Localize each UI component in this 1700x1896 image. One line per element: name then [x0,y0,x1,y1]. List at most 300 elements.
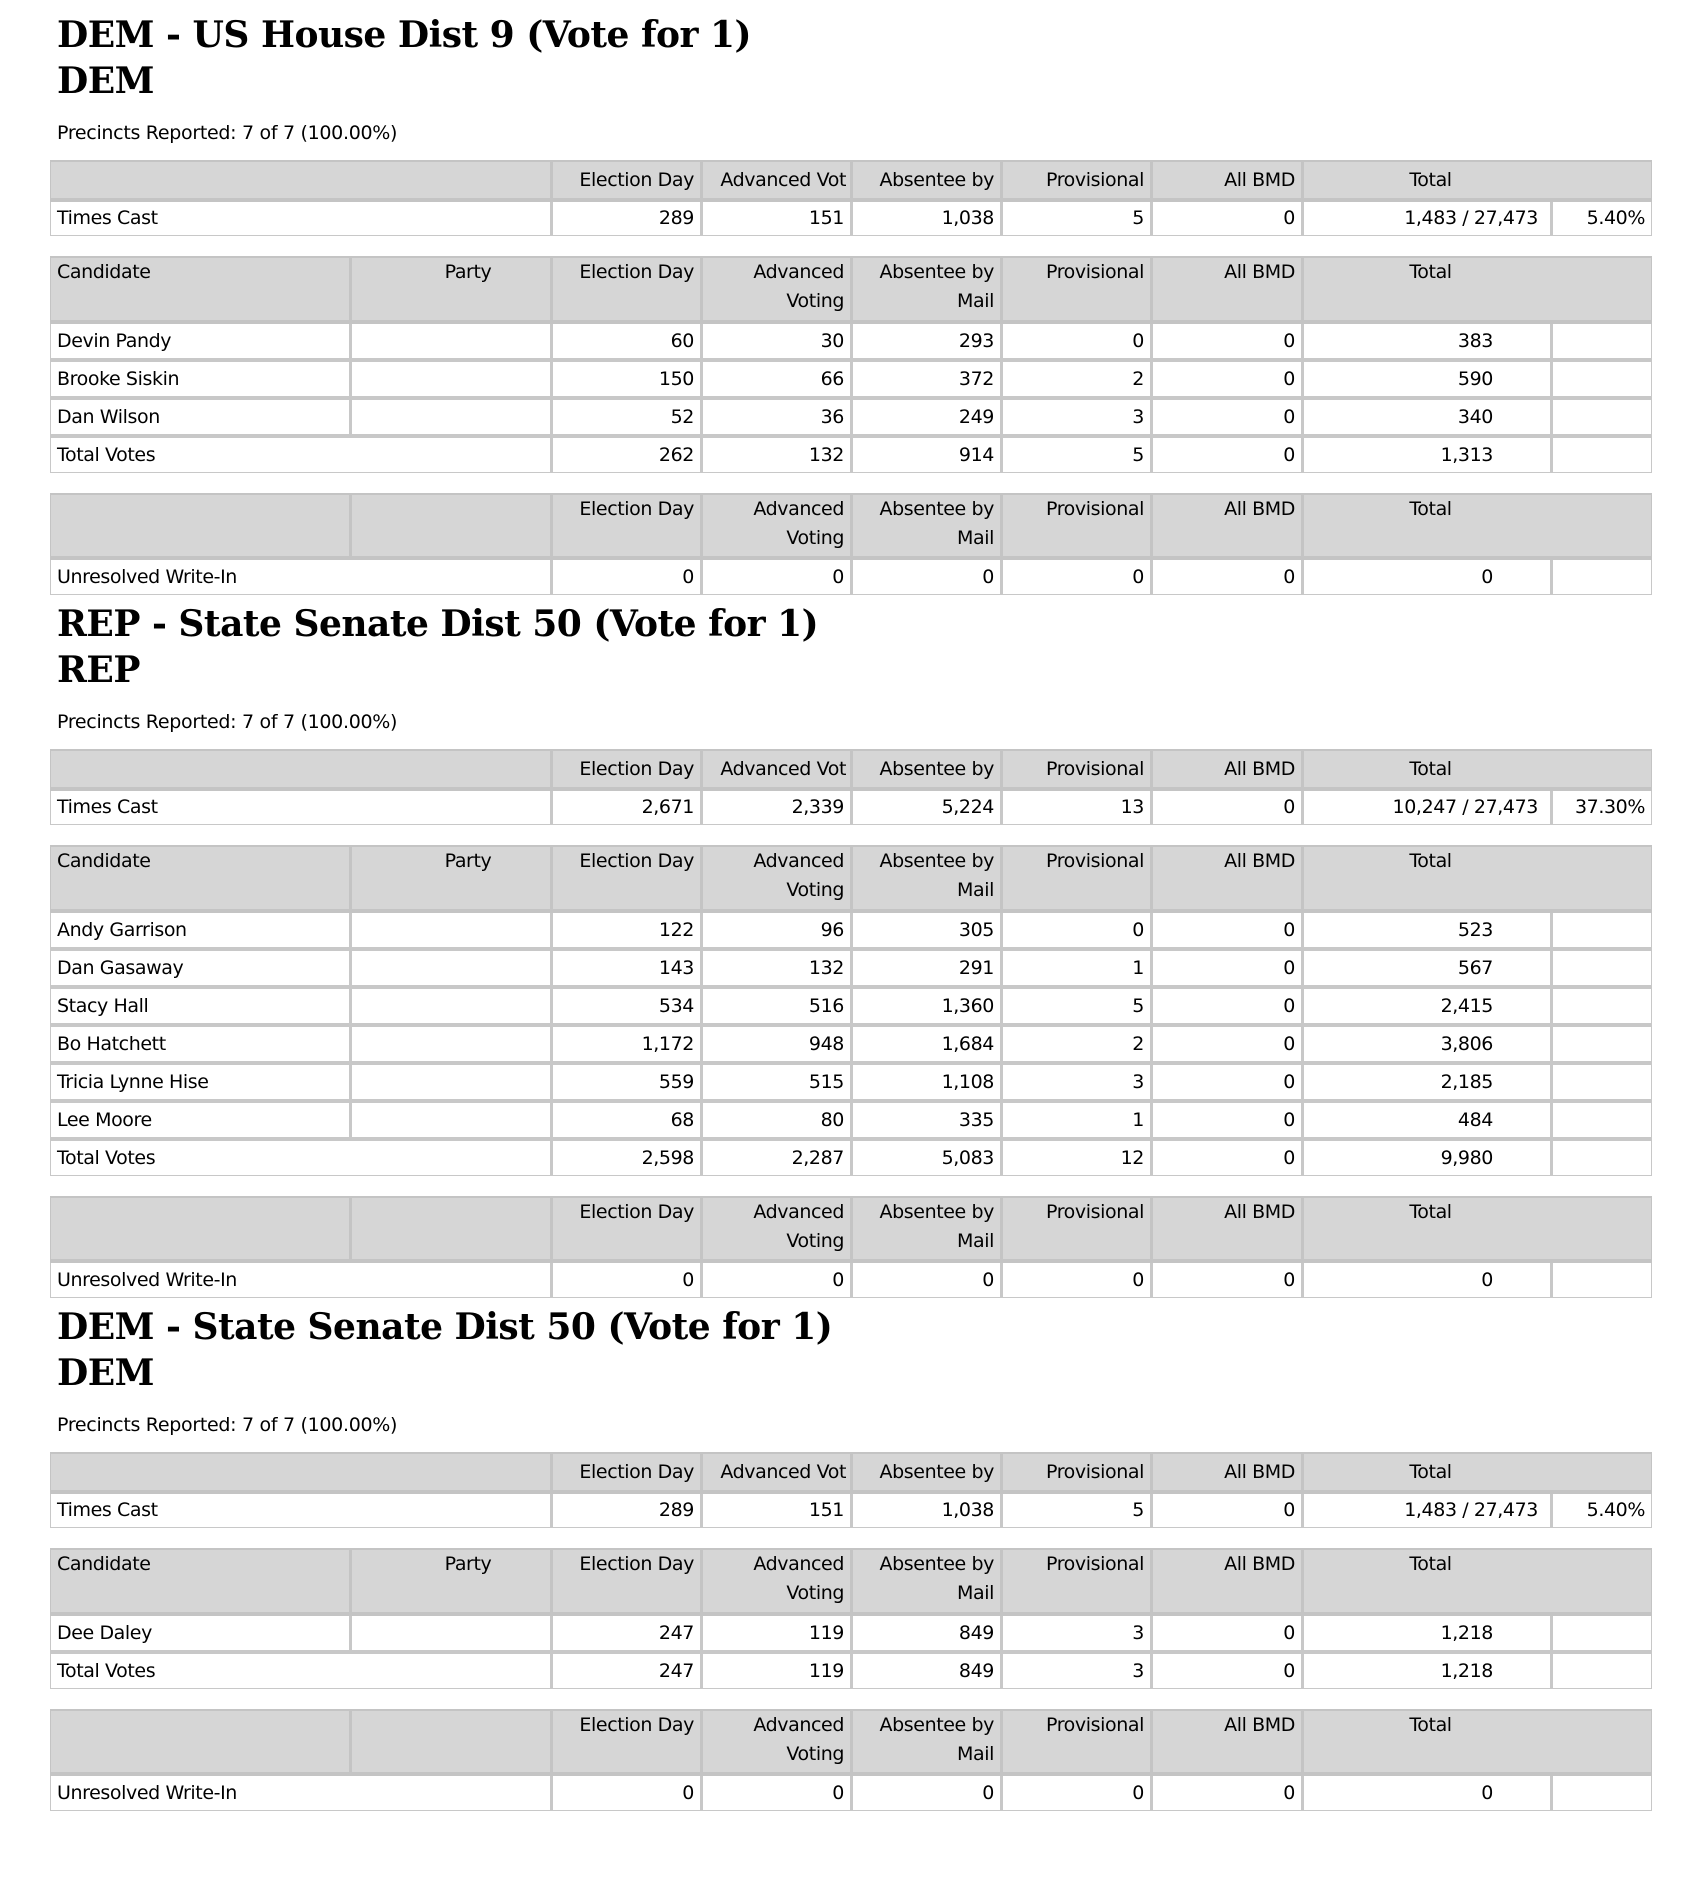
writein-header-blank [51,494,351,558]
candidate-row [51,360,1652,398]
col-header-party: Party [351,846,552,911]
writein-pct-blank [1552,1774,1652,1811]
candidate-election-day: 247 [552,1614,702,1652]
race-section [50,601,1651,1298]
candidate-absentee: 249 [852,398,1002,436]
col-header-total: Total [1303,846,1652,911]
candidate-pct-blank [1552,1614,1652,1652]
col-header-absentee: Absentee by [852,1453,1002,1492]
writein-row [51,1774,1652,1811]
candidate-advanced-voting: 132 [702,949,852,987]
candidates-table [50,256,1652,473]
writein-total: 0 [1303,558,1552,595]
col-header-election-day: Election Day [552,1710,702,1774]
times-cast-label: Times Cast [51,1492,552,1528]
candidates-header-row [51,1549,1652,1614]
total-votes-election-day: 2,598 [552,1139,702,1176]
times-cast-table [50,1452,1652,1528]
total-votes-election-day: 247 [552,1652,702,1689]
col-header-all-bmd: All BMD [1152,1453,1303,1492]
writein-advanced-voting: 0 [702,1774,852,1811]
candidate-provisional: 5 [1002,987,1152,1025]
candidate-total: 523 [1303,911,1552,949]
times-cast-all-bmd: 0 [1152,1492,1303,1528]
candidate-provisional: 2 [1002,1025,1152,1063]
candidate-all-bmd: 0 [1152,1025,1303,1063]
candidate-name: Brooke Siskin [51,360,351,398]
col-header-all-bmd: All BMD [1152,161,1303,200]
times-cast-total: 1,483 / 27,473 [1303,1492,1552,1528]
col-header-absentee-line1: Absentee by [879,1553,994,1575]
candidate-pct-blank [1552,1063,1652,1101]
race-title [50,12,1651,104]
precincts-reported: Precincts Reported: 7 of 7 (100.00%) [57,122,398,144]
total-votes-row [51,1652,1652,1689]
candidate-total: 3,806 [1303,1025,1552,1063]
col-header-advanced-line2: Voting [786,879,844,901]
candidate-party [351,1101,552,1139]
candidate-all-bmd: 0 [1152,398,1303,436]
times-cast-header-row [51,1453,1652,1492]
col-header-party: Party [351,257,552,322]
race-section [50,1304,1651,1811]
total-votes-election-day: 262 [552,436,702,473]
candidate-pct-blank [1552,987,1652,1025]
col-header-all-bmd: All BMD [1152,1197,1303,1261]
total-votes-advanced-voting: 2,287 [702,1139,852,1176]
candidate-party [351,322,552,360]
col-header-provisional: Provisional [1002,161,1152,200]
col-header-advanced-voting: Advanced Vot [702,750,852,789]
candidate-total: 590 [1303,360,1552,398]
times-cast-row [51,789,1652,825]
candidate-provisional: 0 [1002,911,1152,949]
col-header-advanced-voting [702,1549,852,1614]
times-cast-advanced-voting: 151 [702,200,852,236]
writein-total: 0 [1303,1774,1552,1811]
col-header-total: Total [1303,750,1652,789]
col-header-advanced-line2: Voting [786,1743,844,1765]
total-votes-total: 1,313 [1303,436,1552,473]
times-cast-election-day: 289 [552,1492,702,1528]
candidate-pct-blank [1552,949,1652,987]
times-cast-label: Times Cast [51,789,552,825]
col-header-total: Total [1303,161,1652,200]
col-header-election-day: Election Day [552,846,702,911]
writein-header-blank [51,1710,351,1774]
total-votes-row [51,436,1652,473]
candidate-advanced-voting: 515 [702,1063,852,1101]
candidate-party [351,911,552,949]
col-header-election-day: Election Day [552,1197,702,1261]
col-header-all-bmd: All BMD [1152,494,1303,558]
col-header-absentee [852,1710,1002,1774]
col-header-absentee [852,494,1002,558]
candidate-name: Andy Garrison [51,911,351,949]
candidate-absentee: 1,684 [852,1025,1002,1063]
times-cast-all-bmd: 0 [1152,789,1303,825]
candidate-name: Dee Daley [51,1614,351,1652]
candidate-name: Tricia Lynne Hise [51,1063,351,1101]
candidate-all-bmd: 0 [1152,949,1303,987]
total-votes-total: 1,218 [1303,1652,1552,1689]
writein-all-bmd: 0 [1152,1774,1303,1811]
writein-header-row [51,494,1652,558]
total-votes-total: 9,980 [1303,1139,1552,1176]
col-header-absentee: Absentee by [852,750,1002,789]
writein-provisional: 0 [1002,1774,1152,1811]
candidate-pct-blank [1552,911,1652,949]
total-votes-label: Total Votes [51,1139,552,1176]
writein-total: 0 [1303,1261,1552,1298]
candidate-total: 383 [1303,322,1552,360]
col-header-advanced-line2: Voting [786,1582,844,1604]
writein-header-row [51,1710,1652,1774]
col-header-advanced-line2: Voting [786,1230,844,1252]
writein-provisional: 0 [1002,1261,1152,1298]
total-votes-label: Total Votes [51,1652,552,1689]
col-header-provisional: Provisional [1002,750,1152,789]
col-header-absentee [852,257,1002,322]
times-cast-election-day: 289 [552,200,702,236]
total-votes-provisional: 3 [1002,1652,1152,1689]
writein-row [51,1261,1652,1298]
candidate-absentee: 1,360 [852,987,1002,1025]
candidate-party [351,1025,552,1063]
candidate-row [51,949,1652,987]
results-page [50,0,1651,1811]
writein-header-row [51,1197,1652,1261]
race-title-party: DEM [57,60,155,102]
times-cast-header-blank [51,161,552,200]
race-title-party: DEM [57,1352,155,1394]
col-header-election-day: Election Day [552,1549,702,1614]
candidate-all-bmd: 0 [1152,322,1303,360]
col-header-advanced-voting: Advanced Vot [702,1453,852,1492]
writein-row [51,558,1652,595]
candidate-advanced-voting: 96 [702,911,852,949]
col-header-all-bmd: All BMD [1152,1549,1303,1614]
candidate-all-bmd: 0 [1152,911,1303,949]
candidate-absentee: 335 [852,1101,1002,1139]
times-cast-turnout: 37.30% [1552,789,1652,825]
col-header-provisional: Provisional [1002,1197,1152,1261]
candidate-name: Stacy Hall [51,987,351,1025]
times-cast-table [50,749,1652,825]
candidate-row [51,1614,1652,1652]
col-header-provisional: Provisional [1002,1710,1152,1774]
times-cast-header-row [51,750,1652,789]
candidate-party [351,949,552,987]
writein-provisional: 0 [1002,558,1152,595]
race-title-contest: REP - State Senate Dist 50 (Vote for 1) [57,603,819,645]
candidate-rows [51,322,1652,473]
candidate-advanced-voting: 119 [702,1614,852,1652]
candidate-rows [51,1614,1652,1689]
col-header-candidate: Candidate [51,1549,351,1614]
total-votes-provisional: 12 [1002,1139,1152,1176]
col-header-candidate: Candidate [51,257,351,322]
writein-header-blank [351,494,552,558]
candidate-election-day: 122 [552,911,702,949]
race-title-contest: DEM - US House Dist 9 (Vote for 1) [57,14,752,56]
col-header-absentee [852,1549,1002,1614]
col-header-advanced-voting [702,1197,852,1261]
candidates-table [50,845,1652,1176]
total-votes-provisional: 5 [1002,436,1152,473]
times-cast-election-day: 2,671 [552,789,702,825]
candidate-provisional: 3 [1002,1614,1152,1652]
candidate-provisional: 0 [1002,322,1152,360]
writein-header-blank [51,1197,351,1261]
candidate-pct-blank [1552,1025,1652,1063]
col-header-absentee: Absentee by [852,161,1002,200]
candidate-row [51,1063,1652,1101]
candidate-row [51,1101,1652,1139]
col-header-advanced-line1: Advanced [753,498,844,520]
times-cast-advanced-voting: 151 [702,1492,852,1528]
times-cast-label: Times Cast [51,200,552,236]
candidate-all-bmd: 0 [1152,1101,1303,1139]
col-header-total: Total [1303,257,1652,322]
race-title-contest: DEM - State Senate Dist 50 (Vote for 1) [57,1306,833,1348]
col-header-absentee [852,1197,1002,1261]
candidate-total: 2,185 [1303,1063,1552,1101]
candidate-absentee: 291 [852,949,1002,987]
total-votes-absentee: 5,083 [852,1139,1002,1176]
col-header-total: Total [1303,1710,1652,1774]
candidate-advanced-voting: 516 [702,987,852,1025]
precincts-reported: Precincts Reported: 7 of 7 (100.00%) [57,711,398,733]
col-header-provisional: Provisional [1002,257,1152,322]
col-header-total: Total [1303,494,1652,558]
col-header-advanced-line2: Voting [786,290,844,312]
col-header-advanced-line1: Advanced [753,1714,844,1736]
candidate-total: 1,218 [1303,1614,1552,1652]
candidate-row [51,1025,1652,1063]
candidate-absentee: 849 [852,1614,1002,1652]
candidate-provisional: 3 [1002,398,1152,436]
candidate-absentee: 372 [852,360,1002,398]
col-header-provisional: Provisional [1002,1453,1152,1492]
writein-table [50,493,1652,595]
col-header-all-bmd: All BMD [1152,750,1303,789]
candidate-total: 567 [1303,949,1552,987]
candidate-provisional: 2 [1002,360,1152,398]
times-cast-total: 10,247 / 27,473 [1303,789,1552,825]
col-header-absentee-line2: Mail [957,527,994,549]
candidate-election-day: 68 [552,1101,702,1139]
times-cast-provisional: 13 [1002,789,1152,825]
times-cast-header-blank [51,750,552,789]
writein-advanced-voting: 0 [702,558,852,595]
candidate-party [351,360,552,398]
writein-header-blank [351,1710,552,1774]
candidate-election-day: 52 [552,398,702,436]
total-votes-advanced-voting: 132 [702,436,852,473]
candidate-provisional: 3 [1002,1063,1152,1101]
candidate-rows [51,911,1652,1176]
col-header-election-day: Election Day [552,161,702,200]
col-header-advanced-line1: Advanced [753,261,844,283]
writein-absentee: 0 [852,558,1002,595]
times-cast-row [51,200,1652,236]
times-cast-table [50,160,1652,236]
col-header-absentee-line2: Mail [957,290,994,312]
writein-absentee: 0 [852,1774,1002,1811]
candidate-absentee: 305 [852,911,1002,949]
times-cast-advanced-voting: 2,339 [702,789,852,825]
col-header-election-day: Election Day [552,494,702,558]
col-header-election-day: Election Day [552,257,702,322]
col-header-provisional: Provisional [1002,494,1152,558]
times-cast-absentee: 1,038 [852,200,1002,236]
col-header-election-day: Election Day [552,750,702,789]
race-title [50,601,1651,693]
candidate-advanced-voting: 30 [702,322,852,360]
col-header-all-bmd: All BMD [1152,1710,1303,1774]
race-title [50,1304,1651,1396]
candidate-election-day: 60 [552,322,702,360]
writein-all-bmd: 0 [1152,558,1303,595]
candidate-election-day: 534 [552,987,702,1025]
col-header-absentee-line1: Absentee by [879,1201,994,1223]
candidate-name: Dan Gasaway [51,949,351,987]
candidate-party [351,398,552,436]
candidate-row [51,398,1652,436]
col-header-advanced-voting [702,1710,852,1774]
writein-header-blank [351,1197,552,1261]
writein-election-day: 0 [552,558,702,595]
candidate-pct-blank [1552,322,1652,360]
race-section [50,12,1651,595]
col-header-total: Total [1303,1549,1652,1614]
candidate-advanced-voting: 948 [702,1025,852,1063]
total-votes-all-bmd: 0 [1152,436,1303,473]
total-votes-pct-blank [1552,436,1652,473]
writein-election-day: 0 [552,1261,702,1298]
candidate-advanced-voting: 66 [702,360,852,398]
col-header-absentee-line2: Mail [957,1743,994,1765]
col-header-advanced-voting [702,846,852,911]
col-header-advanced-line1: Advanced [753,850,844,872]
total-votes-pct-blank [1552,1139,1652,1176]
candidate-election-day: 150 [552,360,702,398]
candidate-election-day: 559 [552,1063,702,1101]
col-header-absentee-line1: Absentee by [879,261,994,283]
candidate-all-bmd: 0 [1152,987,1303,1025]
candidate-absentee: 1,108 [852,1063,1002,1101]
col-header-all-bmd: All BMD [1152,846,1303,911]
candidate-provisional: 1 [1002,949,1152,987]
col-header-advanced-voting [702,494,852,558]
total-votes-absentee: 914 [852,436,1002,473]
writein-election-day: 0 [552,1774,702,1811]
col-header-absentee-line1: Absentee by [879,850,994,872]
candidate-all-bmd: 0 [1152,1614,1303,1652]
candidates-header-row [51,257,1652,322]
times-cast-header-blank [51,1453,552,1492]
col-header-advanced-voting: Advanced Vot [702,161,852,200]
candidate-pct-blank [1552,360,1652,398]
col-header-provisional: Provisional [1002,846,1152,911]
col-header-total: Total [1303,1197,1652,1261]
col-header-provisional: Provisional [1002,1549,1152,1614]
candidate-row [51,322,1652,360]
writein-pct-blank [1552,558,1652,595]
total-votes-absentee: 849 [852,1652,1002,1689]
total-votes-label: Total Votes [51,436,552,473]
writein-all-bmd: 0 [1152,1261,1303,1298]
times-cast-absentee: 5,224 [852,789,1002,825]
candidate-party [351,1614,552,1652]
candidate-row [51,987,1652,1025]
candidate-total: 484 [1303,1101,1552,1139]
col-header-absentee-line2: Mail [957,879,994,901]
candidate-provisional: 1 [1002,1101,1152,1139]
total-votes-row [51,1139,1652,1176]
col-header-party: Party [351,1549,552,1614]
candidate-name: Devin Pandy [51,322,351,360]
col-header-total: Total [1303,1453,1652,1492]
candidate-all-bmd: 0 [1152,1063,1303,1101]
total-votes-advanced-voting: 119 [702,1652,852,1689]
col-header-absentee [852,846,1002,911]
col-header-absentee-line1: Absentee by [879,1714,994,1736]
precincts-reported: Precincts Reported: 7 of 7 (100.00%) [57,1414,398,1436]
col-header-absentee-line2: Mail [957,1230,994,1252]
candidates-table [50,1548,1652,1689]
col-header-candidate: Candidate [51,846,351,911]
writein-label: Unresolved Write-In [51,1774,552,1811]
col-header-advanced-line1: Advanced [753,1553,844,1575]
times-cast-provisional: 5 [1002,1492,1152,1528]
candidate-election-day: 1,172 [552,1025,702,1063]
candidate-party [351,987,552,1025]
writein-table [50,1709,1652,1811]
times-cast-absentee: 1,038 [852,1492,1002,1528]
col-header-advanced-line2: Voting [786,527,844,549]
writein-advanced-voting: 0 [702,1261,852,1298]
col-header-absentee-line2: Mail [957,1582,994,1604]
candidate-pct-blank [1552,1101,1652,1139]
total-votes-all-bmd: 0 [1152,1139,1303,1176]
writein-label: Unresolved Write-In [51,558,552,595]
candidate-total: 340 [1303,398,1552,436]
candidate-advanced-voting: 80 [702,1101,852,1139]
times-cast-turnout: 5.40% [1552,200,1652,236]
candidate-election-day: 143 [552,949,702,987]
times-cast-turnout: 5.40% [1552,1492,1652,1528]
candidate-name: Bo Hatchett [51,1025,351,1063]
times-cast-header-row [51,161,1652,200]
race-title-party: REP [57,649,140,691]
candidate-pct-blank [1552,398,1652,436]
times-cast-total: 1,483 / 27,473 [1303,200,1552,236]
candidate-total: 2,415 [1303,987,1552,1025]
total-votes-pct-blank [1552,1652,1652,1689]
writein-label: Unresolved Write-In [51,1261,552,1298]
writein-absentee: 0 [852,1261,1002,1298]
candidate-party [351,1063,552,1101]
candidate-all-bmd: 0 [1152,360,1303,398]
candidate-name: Lee Moore [51,1101,351,1139]
candidate-name: Dan Wilson [51,398,351,436]
candidate-advanced-voting: 36 [702,398,852,436]
times-cast-provisional: 5 [1002,200,1152,236]
writein-table [50,1196,1652,1298]
candidate-absentee: 293 [852,322,1002,360]
